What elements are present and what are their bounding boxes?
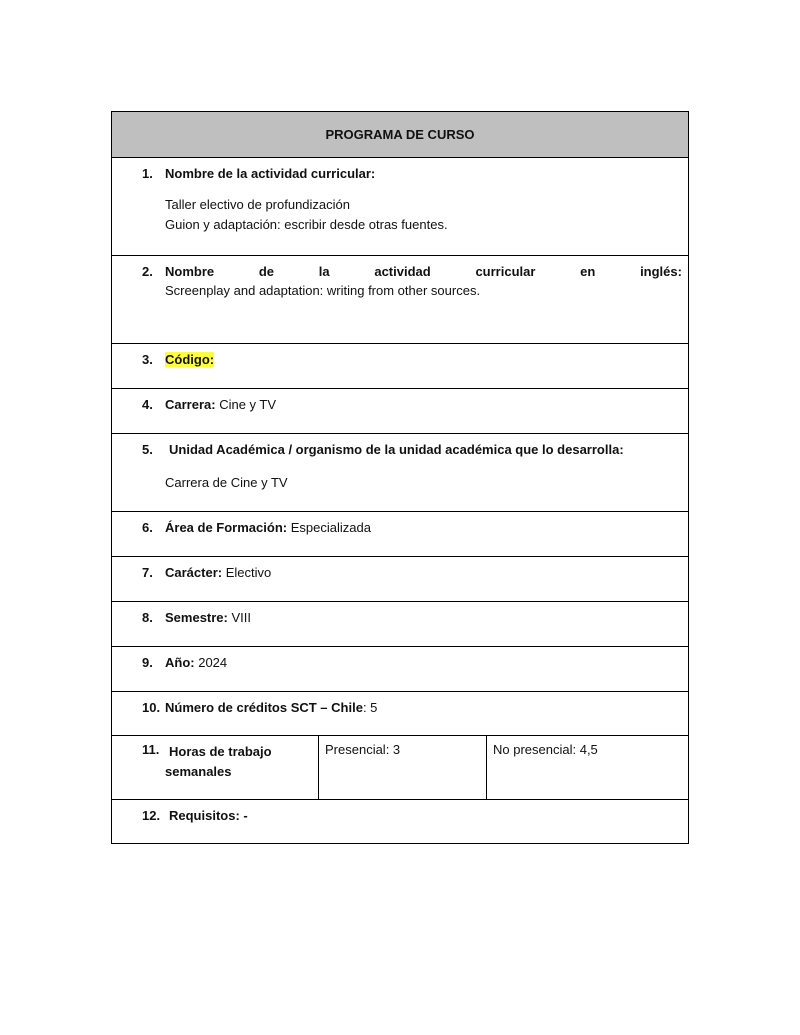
item-value-line: Taller electivo de profundización — [165, 197, 350, 212]
row-content — [165, 520, 682, 535]
row-content — [165, 166, 682, 232]
item-value: Electivo — [222, 565, 272, 580]
row-requisitos — [112, 799, 688, 843]
page-title: PROGRAMA DE CURSO — [325, 127, 475, 142]
row-creditos — [112, 691, 688, 735]
label-word: inglés: — [640, 264, 682, 279]
no-presencial-value: No presencial: 4,5 — [493, 742, 598, 757]
row-content — [165, 475, 682, 490]
course-program-table — [111, 111, 689, 844]
row-ano — [112, 646, 688, 691]
item-number: 5. — [142, 442, 153, 457]
presencial-value: Presencial: 3 — [325, 742, 401, 757]
label-word: de — [258, 264, 275, 279]
row-unidad-academica — [112, 433, 688, 511]
item-number: 9. — [142, 655, 153, 670]
item-number: 4. — [142, 397, 153, 412]
label-word: actividad — [374, 264, 431, 279]
item-label-line: Horas de trabajo — [169, 744, 272, 759]
item-value-line: Guion y adaptación: escribir desde otras fuentes. — [165, 217, 448, 232]
item-label: Requisitos: - — [169, 808, 248, 823]
row-carrera — [112, 388, 688, 433]
item-value: VIII — [227, 610, 251, 625]
presencial-cell — [318, 736, 486, 799]
item-label: Unidad Académica / organismo de la unidad académica que lo desarrolla: — [169, 442, 624, 457]
item-number: 12. — [142, 808, 161, 823]
label-word: Nombre — [165, 264, 215, 279]
item-label: Código: — [165, 352, 215, 367]
item-label: Carrera: — [165, 397, 216, 412]
item-label: Número de créditos SCT – Chile — [165, 700, 363, 715]
item-label: Nombre de la actividad curricular: — [165, 166, 376, 181]
item-value: 2024 — [194, 655, 228, 670]
row-content — [165, 610, 682, 625]
row-nombre-ingles — [112, 255, 688, 343]
item-value: Cine y TV — [215, 397, 277, 412]
item-number: 3. — [142, 352, 153, 367]
row-semestre — [112, 601, 688, 646]
row-content — [165, 352, 682, 367]
row-content — [169, 808, 682, 823]
item-value: Screenplay and adaptation: writing from other sources. — [165, 283, 481, 298]
label-word: la — [318, 264, 330, 279]
row-content — [165, 397, 682, 412]
item-label: Área de Formación: — [165, 520, 288, 535]
label-word: en — [580, 264, 596, 279]
item-number: 10. — [142, 700, 161, 715]
row-nombre-actividad — [112, 157, 688, 255]
no-presencial-cell — [486, 736, 688, 799]
item-number: 8. — [142, 610, 153, 625]
row-codigo — [112, 343, 688, 388]
row-content — [165, 264, 682, 298]
label-word: curricular — [475, 264, 536, 279]
item-label-line: semanales — [165, 764, 232, 779]
horas-label-cell — [112, 736, 318, 799]
row-content — [165, 655, 682, 670]
row-content — [169, 442, 682, 457]
row-horas-trabajo — [112, 735, 688, 799]
item-number: 2. — [142, 264, 153, 279]
item-value: : 5 — [362, 700, 378, 715]
item-value: Especializada — [287, 520, 371, 535]
item-number: 1. — [142, 166, 153, 181]
item-number: 11. — [142, 742, 160, 757]
row-content — [165, 565, 682, 580]
item-number: 7. — [142, 565, 153, 580]
row-content — [165, 700, 682, 715]
item-value: Carrera de Cine y TV — [165, 475, 288, 490]
table-header — [112, 112, 688, 157]
row-content — [165, 742, 272, 782]
item-label: Carácter: — [165, 565, 223, 580]
row-caracter — [112, 556, 688, 601]
row-area-formacion — [112, 511, 688, 556]
item-label: Semestre: — [165, 610, 228, 625]
item-label — [165, 264, 682, 279]
item-label: Año: — [165, 655, 195, 670]
item-number: 6. — [142, 520, 153, 535]
